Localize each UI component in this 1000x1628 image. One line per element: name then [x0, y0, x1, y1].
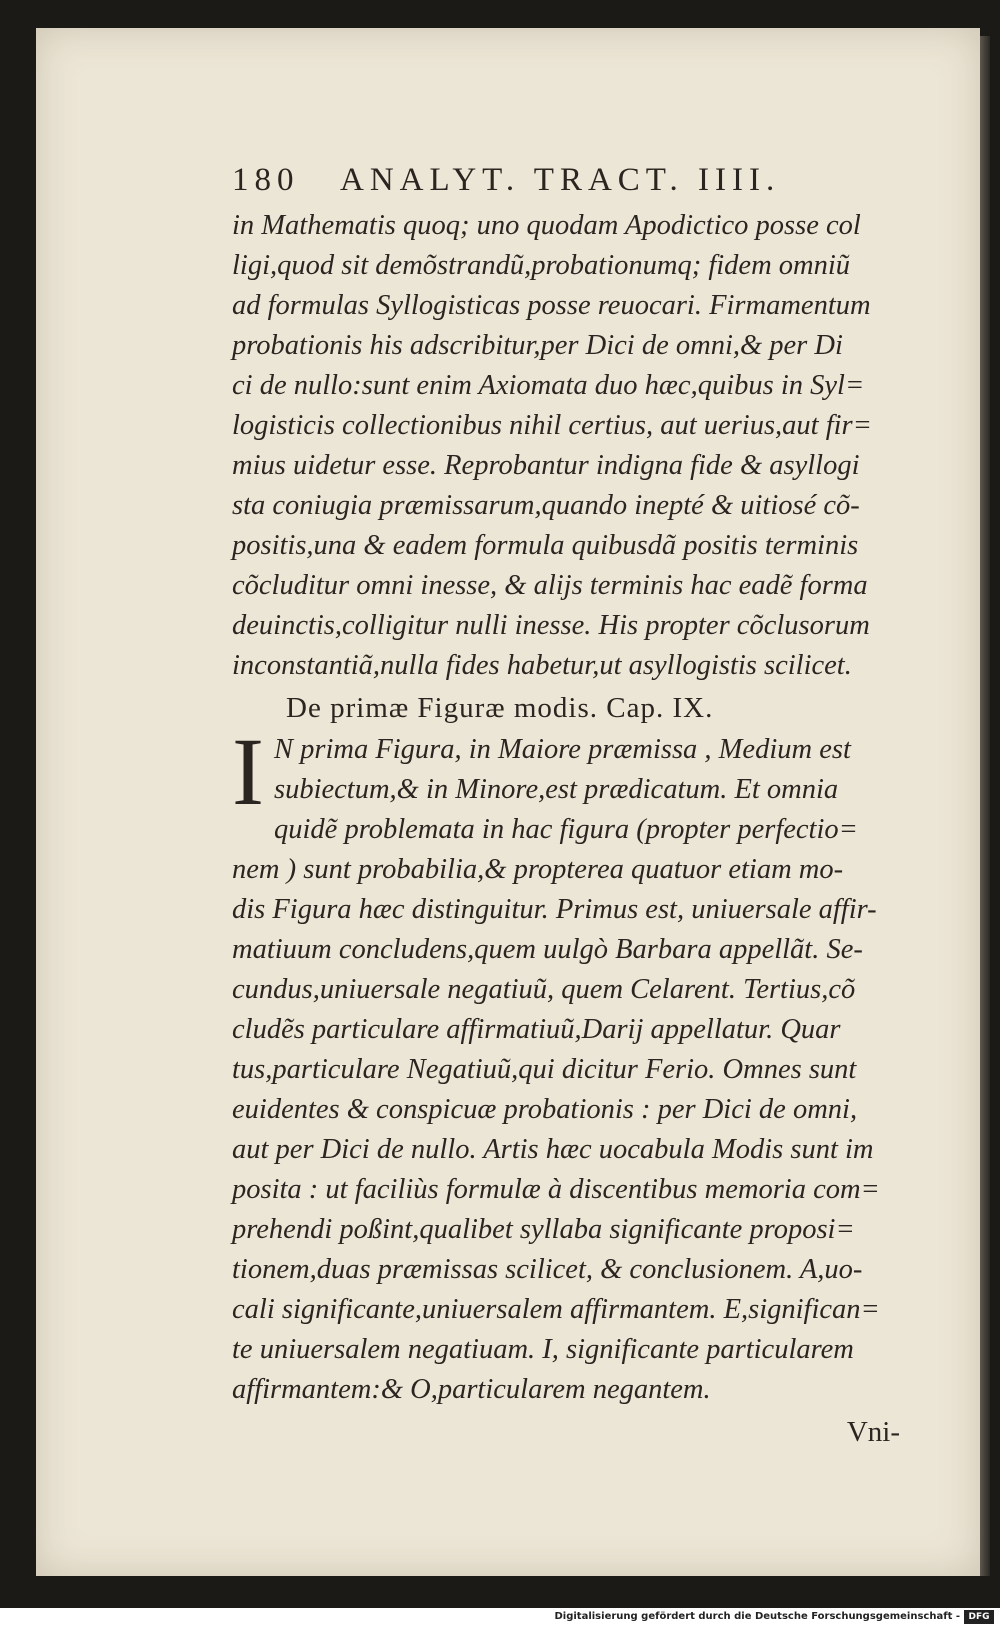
footer-bar	[0, 1608, 1000, 1628]
text-line: ad formulas Syllogisticas posse reuocari. Firmamentum	[232, 290, 871, 321]
text-line: nem ) sunt probabilia,& propterea quatuor etiam mo-	[232, 854, 844, 885]
funding-credit: Digitalisierung gefördert durch die Deutsche Forschungsgemeinschaft -	[554, 1611, 960, 1622]
text-line: inconstantiã,nulla fides habetur,ut asyllogistis scilicet.	[232, 650, 852, 681]
text-line: dis Figura hæc distinguitur. Primus est, uniuersale affir-	[232, 894, 877, 925]
text-line: tionem,duas præmissas scilicet, & conclusionem. A,uo-	[232, 1254, 863, 1285]
page-number: 180	[232, 162, 300, 198]
text-line: posita : ut faciliùs formulæ à discentibus memoria com=	[232, 1174, 880, 1205]
drop-cap: I	[232, 718, 264, 825]
text-line: logisticis collectionibus nihil certius, aut uerius,aut fir=	[232, 410, 872, 441]
text-line: te uniuersalem negatiuam. I, significante particularem	[232, 1334, 854, 1365]
text-line: tus,particulare Negatiuũ,qui dicitur Ferio. Omnes sunt	[232, 1054, 857, 1085]
text-line: matiuum concludens,quem uulgò Barbara appellãt. Se-	[232, 934, 863, 965]
text-block	[232, 162, 912, 1454]
text-line: cludẽs particulare affirmatiuũ,Darij appellatur. Quar	[232, 1014, 841, 1045]
text-line: probationis his adscribitur,per Dici de omni,& per Di	[232, 330, 843, 361]
text-line: deuinctis,colligitur nulli inesse. His propter cõclusorum	[232, 610, 870, 641]
paragraph-b	[232, 718, 912, 1410]
text-line: euidentes & conspicuæ probationis : per Dici de omni,	[232, 1094, 858, 1125]
text-line: ligi,quod sit demõstrandũ,probationumq; fidem omniũ	[232, 250, 851, 281]
text-line: mius uidetur esse. Reprobantur indigna fide & asyllogi	[232, 450, 860, 481]
catchword: Vni-	[846, 1416, 900, 1448]
running-title: ANALYT. TRACT. IIII.	[340, 162, 781, 198]
text-line: cali significante,uniuersalem affirmantem. E,significan=	[232, 1294, 880, 1325]
text-line: sta coniugia præmissarum,quando inepté & uitiosé cõ-	[232, 490, 860, 521]
chapter-heading: De primæ Figuræ modis. Cap. IX.	[286, 692, 714, 724]
text-line: N prima Figura, in Maiore præmissa , Medium est	[274, 734, 851, 765]
running-header	[232, 162, 912, 206]
text-line: prehendi poßint,qualibet syllaba significante proposi=	[232, 1214, 855, 1245]
paragraph-a	[232, 206, 912, 686]
text-line: affirmantem:& O,particularem negantem.	[232, 1374, 711, 1405]
text-line: quidẽ problemata in hac figura (propter perfectio=	[274, 814, 858, 845]
text-line: cundus,uniuersale negatiuũ, quem Celarent. Tertius,cõ	[232, 974, 856, 1005]
text-line: cõcluditur omni inesse, & alijs terminis hac eadẽ forma	[232, 570, 868, 601]
text-line: positis,una & eadem formula quibusdã positis terminis	[232, 530, 859, 561]
text-line: ci de nullo:sunt enim Axiomata duo hæc,quibus in Syl=	[232, 370, 865, 401]
text-line: subiectum,& in Minore,est prædicatum. Et omnia	[274, 774, 839, 805]
text-line: aut per Dici de nullo. Artis hæc uocabula Modis sunt im	[232, 1134, 874, 1165]
text-line: in Mathematis quoq; uno quodam Apodictico posse col	[232, 210, 861, 241]
dfg-logo: DFG	[964, 1610, 994, 1624]
